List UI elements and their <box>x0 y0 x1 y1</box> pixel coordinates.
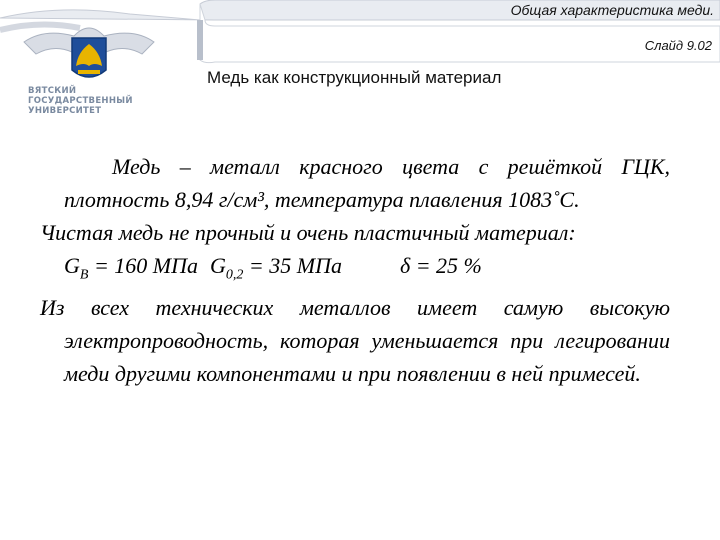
university-name <box>28 86 158 116</box>
strength-formula <box>40 249 670 291</box>
paragraph-pure-copper: Чистая медь не прочный и очень пластичный материал: <box>40 220 576 245</box>
gb-symbol: G <box>64 253 80 278</box>
slide-subtitle: Медь как конструкционный материал <box>207 68 502 87</box>
slide-header-title: Общая характеристика меди. <box>510 2 714 18</box>
university-name-line-3: УНИВЕРСИТЕТ <box>28 106 102 116</box>
slide-number: Слайд 9.02 <box>644 38 712 53</box>
elongation-value: δ = 25 % <box>399 253 482 278</box>
gb-subscript: В <box>79 267 89 283</box>
paragraph-conductivity: Из всех технических металлов имеет самую высокую электропроводность, которая уменьшается при легировании меди другими компонентами и при появлении в ней примесей. <box>40 295 670 387</box>
g02-symbol: G <box>210 253 226 278</box>
g02-subscript: 0,2 <box>225 267 244 283</box>
slide-body <box>40 150 670 390</box>
university-name-line-1: ВЯТСКИЙ <box>28 86 77 96</box>
gb-value: = 160 МПа <box>88 253 199 278</box>
g02-value: = 35 МПа <box>243 253 342 278</box>
paragraph-copper-properties: Медь – металл красного цвета с решёткой ГЦК, плотность 8,94 г/см³, температура плавления 1083˚С. <box>64 154 670 212</box>
university-name-line-2: ГОСУДАРСТВЕННЫЙ <box>28 96 133 106</box>
